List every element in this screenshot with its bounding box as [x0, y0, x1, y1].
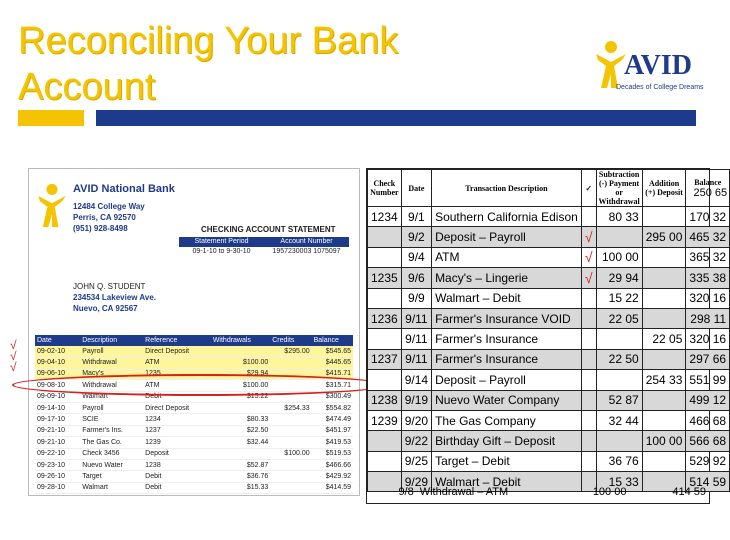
check-mark: √: [10, 338, 17, 352]
table-cell: [270, 459, 311, 470]
account-number-value: 1957230003 1075097: [272, 248, 341, 255]
statement-check-marks: [10, 340, 17, 373]
register-cell: 1237: [368, 349, 402, 369]
register-col-header: [686, 170, 730, 207]
table-cell: [270, 357, 311, 368]
table-cell: [270, 437, 311, 448]
table-cell: [211, 346, 270, 357]
register-cell: 466 68: [686, 410, 730, 430]
table-cell: Withdrawal: [80, 380, 143, 391]
table-cell: $29.94: [211, 368, 270, 379]
register-row: [368, 227, 730, 247]
accent-bar-blue: [96, 110, 696, 126]
table-cell: $15.33: [211, 482, 270, 493]
added-description: Withdrawal – ATM: [419, 486, 509, 498]
table-cell: $22.50: [211, 425, 270, 436]
register-row: [368, 390, 730, 410]
register-cell: 9/14: [401, 370, 431, 390]
table-cell: Check 3456: [80, 448, 143, 459]
period-header: Statement Period: [194, 238, 249, 245]
register-cell: 80 33: [596, 207, 642, 227]
statement-col-header: Description: [80, 335, 143, 346]
address-line: 12484 College Way: [73, 202, 145, 211]
table-cell: 09-23-10: [35, 459, 80, 470]
register-row: [368, 268, 730, 288]
table-cell: $554.82: [312, 402, 353, 413]
register-cell: 298 11: [686, 308, 730, 328]
table-row: [35, 357, 353, 368]
register-cell: 36 76: [596, 451, 642, 471]
register-cell: Farmer's Insurance: [432, 329, 582, 349]
table-cell: 09-14-10: [35, 402, 80, 413]
register-cell: Deposit – Payroll: [432, 227, 582, 247]
logo-wordmark: AVID: [624, 50, 692, 81]
register-cell: Birthday Gift – Deposit: [432, 431, 582, 451]
reconcile-check: √: [581, 247, 596, 267]
table-row: [35, 425, 353, 436]
account-header: [179, 237, 349, 247]
table-cell: 09-22-10: [35, 448, 80, 459]
check-mark: √: [10, 360, 17, 374]
register-row: [368, 288, 730, 308]
bank-statement: [28, 168, 360, 496]
statement-col-header: Date: [35, 335, 80, 346]
table-cell: 09-06-10: [35, 368, 80, 379]
register-cell: [368, 451, 402, 471]
register-cell: 9/11: [401, 308, 431, 328]
register-col-header: Date: [401, 170, 431, 207]
table-cell: Macy's: [80, 368, 143, 379]
register-cell: 9/4: [401, 247, 431, 267]
register-cell: 9/19: [401, 390, 431, 410]
table-cell: 1234: [143, 414, 211, 425]
statement-col-header: Credits: [270, 335, 311, 346]
register-row: [368, 451, 730, 471]
reconcile-check: [581, 288, 596, 308]
register-cell: 9/6: [401, 268, 431, 288]
table-cell: 09-08-10: [35, 380, 80, 391]
table-cell: ATM: [143, 357, 211, 368]
table-cell: $415.71: [312, 368, 353, 379]
register-cell: 1238: [368, 390, 402, 410]
register-row: [368, 308, 730, 328]
table-cell: 1239: [143, 437, 211, 448]
register-cell: 335 38: [686, 268, 730, 288]
table-cell: Debit: [143, 482, 211, 493]
register-cell: [642, 268, 686, 288]
customer-info: [73, 281, 156, 314]
register-cell: [368, 247, 402, 267]
slide-title: [18, 18, 398, 110]
register-row: [368, 410, 730, 430]
reconcile-check: [581, 410, 596, 430]
table-cell: $451.97: [312, 425, 353, 436]
register-col-header: Subtraction (-) Payment or Withdrawal: [596, 170, 642, 207]
table-row: [35, 482, 353, 493]
statement-col-header: Balance: [312, 335, 353, 346]
register-cell: 22 05: [596, 308, 642, 328]
register-cell: [642, 207, 686, 227]
opening-balance: 250 65: [693, 186, 728, 199]
table-cell: 09-02-10: [35, 346, 80, 357]
table-cell: ATM: [143, 380, 211, 391]
table-cell: 09-17-10: [35, 414, 80, 425]
register-cell: [642, 288, 686, 308]
table-cell: Debit: [143, 471, 211, 482]
table-cell: $300.49: [312, 391, 353, 402]
table-cell: SCIE: [80, 414, 143, 425]
statement-col-header: Reference: [143, 335, 211, 346]
table-row: [35, 448, 353, 459]
table-cell: Direct Deposit: [143, 402, 211, 413]
slide-title-line2: Account: [18, 66, 156, 108]
table-cell: $52.87: [211, 459, 270, 470]
figure-icon: [594, 40, 628, 90]
table-cell: 09-21-10: [35, 437, 80, 448]
table-cell: The Gas Co.: [80, 437, 143, 448]
added-register-row: [370, 486, 706, 498]
table-cell: $474.49: [312, 414, 353, 425]
table-cell: Farmer's Ins.: [80, 425, 143, 436]
customer-street: 234534 Lakeview Ave.: [73, 293, 157, 302]
register-cell: 320 16: [686, 288, 730, 308]
table-cell: $519.53: [312, 448, 353, 459]
register-cell: ATM: [432, 247, 582, 267]
register-cell: [642, 451, 686, 471]
register-col-header: Addition (+) Deposit: [642, 170, 686, 207]
register-cell: 551 99: [686, 370, 730, 390]
register-cell: 29 94: [596, 268, 642, 288]
address-line: Perris, CA 92570: [73, 213, 136, 222]
statement-table: [35, 335, 353, 494]
register-cell: [642, 349, 686, 369]
register-row: [368, 370, 730, 390]
register-cell: Deposit – Payroll: [432, 370, 582, 390]
table-cell: Nuevo Water: [80, 459, 143, 470]
table-cell: $429.92: [312, 471, 353, 482]
register-cell: 52 87: [596, 390, 642, 410]
register-cell: [368, 227, 402, 247]
register-col-header: Transaction Description: [432, 170, 582, 207]
reconcile-check: [581, 370, 596, 390]
added-date: 9/8: [398, 486, 414, 498]
register-cell: 320 16: [686, 329, 730, 349]
table-cell: 09-04-10: [35, 357, 80, 368]
table-cell: [270, 482, 311, 493]
register-cell: 1239: [368, 410, 402, 430]
table-cell: $15.22: [211, 391, 270, 402]
table-cell: $295.00: [270, 346, 311, 357]
register-cell: 465 32: [686, 227, 730, 247]
table-cell: [270, 425, 311, 436]
register-cell: [368, 431, 402, 451]
register-row: [368, 329, 730, 349]
register-cell: 1234: [368, 207, 402, 227]
register-cell: [642, 308, 686, 328]
address-line: (951) 928-8498: [73, 224, 128, 233]
table-cell: 09-09-10: [35, 391, 80, 402]
register-cell: [596, 329, 642, 349]
customer-name: JOHN Q. STUDENT: [73, 282, 146, 291]
table-cell: 09-21-10: [35, 425, 80, 436]
register-col-header: Check Number: [368, 170, 402, 207]
check-register: [366, 168, 728, 504]
slide-title-line1: Reconciling Your Bank: [18, 20, 399, 62]
register-cell: 9/11: [401, 329, 431, 349]
avid-logo: [594, 32, 706, 100]
table-cell: $100.00: [270, 448, 311, 459]
account-values: [179, 247, 349, 257]
table-cell: $254.33: [270, 402, 311, 413]
table-cell: $414.59: [312, 482, 353, 493]
check-mark: √: [10, 349, 17, 363]
register-cell: 9/11: [401, 349, 431, 369]
table-row: [35, 346, 353, 357]
register-cell: 9/2: [401, 227, 431, 247]
register-cell: [642, 390, 686, 410]
register-cell: 365 32: [686, 247, 730, 267]
table-cell: $100.00: [211, 357, 270, 368]
table-cell: $419.53: [312, 437, 353, 448]
register-cell: Walmart – Debit: [432, 472, 582, 492]
table-cell: $315.71: [312, 380, 353, 391]
register-cell: [642, 247, 686, 267]
register-cell: 9/29: [401, 472, 431, 492]
register-cell: 32 44: [596, 410, 642, 430]
register-cell: Nuevo Water Company: [432, 390, 582, 410]
register-cell: Walmart – Debit: [432, 288, 582, 308]
register-cell: [368, 370, 402, 390]
table-row: [35, 437, 353, 448]
table-cell: Payroll: [80, 346, 143, 357]
reconcile-check: [581, 308, 596, 328]
statement-col-header: Withdrawals: [211, 335, 270, 346]
table-cell: [270, 414, 311, 425]
table-cell: [211, 402, 270, 413]
register-cell: 22 05: [642, 329, 686, 349]
register-row: [368, 431, 730, 451]
register-cell: 100 00: [642, 431, 686, 451]
register-cell: 100 00: [596, 247, 642, 267]
highlight-oval: [12, 374, 388, 396]
reconcile-check: [581, 390, 596, 410]
register-cell: 297 66: [686, 349, 730, 369]
table-row: [35, 414, 353, 425]
accent-bar-yellow: [18, 110, 84, 126]
register-cell: Farmer's Insurance: [432, 349, 582, 369]
table-cell: $100.00: [211, 380, 270, 391]
table-cell: $545.65: [312, 346, 353, 357]
register-cell: [368, 288, 402, 308]
register-cell: [596, 431, 642, 451]
register-cell: 1236: [368, 308, 402, 328]
register-cell: 15 33: [596, 472, 642, 492]
table-cell: Deposit: [143, 448, 211, 459]
reconcile-check: √: [581, 268, 596, 288]
register-cell: 499 12: [686, 390, 730, 410]
bank-address: [73, 201, 145, 234]
table-cell: [211, 448, 270, 459]
logo-tagline: Decades of College Dreams: [616, 84, 704, 91]
table-cell: 1235: [143, 368, 211, 379]
table-cell: [270, 471, 311, 482]
statement-title: CHECKING ACCOUNT STATEMENT: [201, 225, 336, 234]
register-cell: 295 00: [642, 227, 686, 247]
reconcile-check: [581, 349, 596, 369]
register-col-header: ✓: [581, 170, 596, 207]
customer-city: Nuevo, CA 92567: [73, 304, 138, 313]
table-cell: Debit: [143, 391, 211, 402]
table-cell: 1238: [143, 459, 211, 470]
register-cell: 15 22: [596, 288, 642, 308]
table-cell: Direct Deposit: [143, 346, 211, 357]
register-row: [368, 207, 730, 227]
table-cell: $466.66: [312, 459, 353, 470]
register-cell: The Gas Company: [432, 410, 582, 430]
register-cell: [596, 227, 642, 247]
table-cell: Withdrawal: [80, 357, 143, 368]
reconcile-check: [581, 329, 596, 349]
table-cell: Walmart: [80, 391, 143, 402]
reconcile-check: √: [581, 227, 596, 247]
table-cell: Walmart: [80, 482, 143, 493]
added-amount: 100 00: [592, 486, 627, 498]
bank-logo-icon: [35, 183, 69, 229]
account-number-header: Account Number: [280, 238, 333, 245]
register-cell: Macy's – Lingerie: [432, 268, 582, 288]
register-cell: 9/25: [401, 451, 431, 471]
register-cell: 9/1: [401, 207, 431, 227]
register-cell: 1235: [368, 268, 402, 288]
reconcile-check: [581, 207, 596, 227]
register-cell: 529 92: [686, 451, 730, 471]
register-cell: 254 33: [642, 370, 686, 390]
table-row: [35, 471, 353, 482]
period-value: 09-1-10 to 9-30-10: [192, 248, 251, 255]
balance-header-label: Balance: [694, 177, 722, 187]
register-cell: 170 32: [686, 207, 730, 227]
register-cell: [642, 410, 686, 430]
register-cell: [596, 370, 642, 390]
register-cell: 9/20: [401, 410, 431, 430]
table-cell: 09-28-10: [35, 482, 80, 493]
register-cell: 9/22: [401, 431, 431, 451]
table-cell: Payroll: [80, 402, 143, 413]
reconcile-check: [581, 431, 596, 451]
register-row: [368, 247, 730, 267]
table-cell: $445.65: [312, 357, 353, 368]
register-cell: Farmer's Insurance VOID: [432, 308, 582, 328]
register-cell: 9/9: [401, 288, 431, 308]
table-cell: 09-26-10: [35, 471, 80, 482]
bank-name: AVID National Bank: [73, 183, 175, 195]
table-row: [35, 459, 353, 470]
register-cell: 566 68: [686, 431, 730, 451]
reconcile-check: [581, 451, 596, 471]
added-balance: 414 59: [672, 486, 706, 498]
table-cell: Target: [80, 471, 143, 482]
register-cell: Southern California Edison: [432, 207, 582, 227]
register-cell: Target – Debit: [432, 451, 582, 471]
register-cell: 514 59: [686, 472, 730, 492]
register-row: [368, 349, 730, 369]
register-cell: 22 50: [596, 349, 642, 369]
register-cell: [368, 329, 402, 349]
table-row: [35, 402, 353, 413]
table-cell: $80.33: [211, 414, 270, 425]
table-cell: $32.44: [211, 437, 270, 448]
table-cell: 1237: [143, 425, 211, 436]
table-cell: $36.76: [211, 471, 270, 482]
